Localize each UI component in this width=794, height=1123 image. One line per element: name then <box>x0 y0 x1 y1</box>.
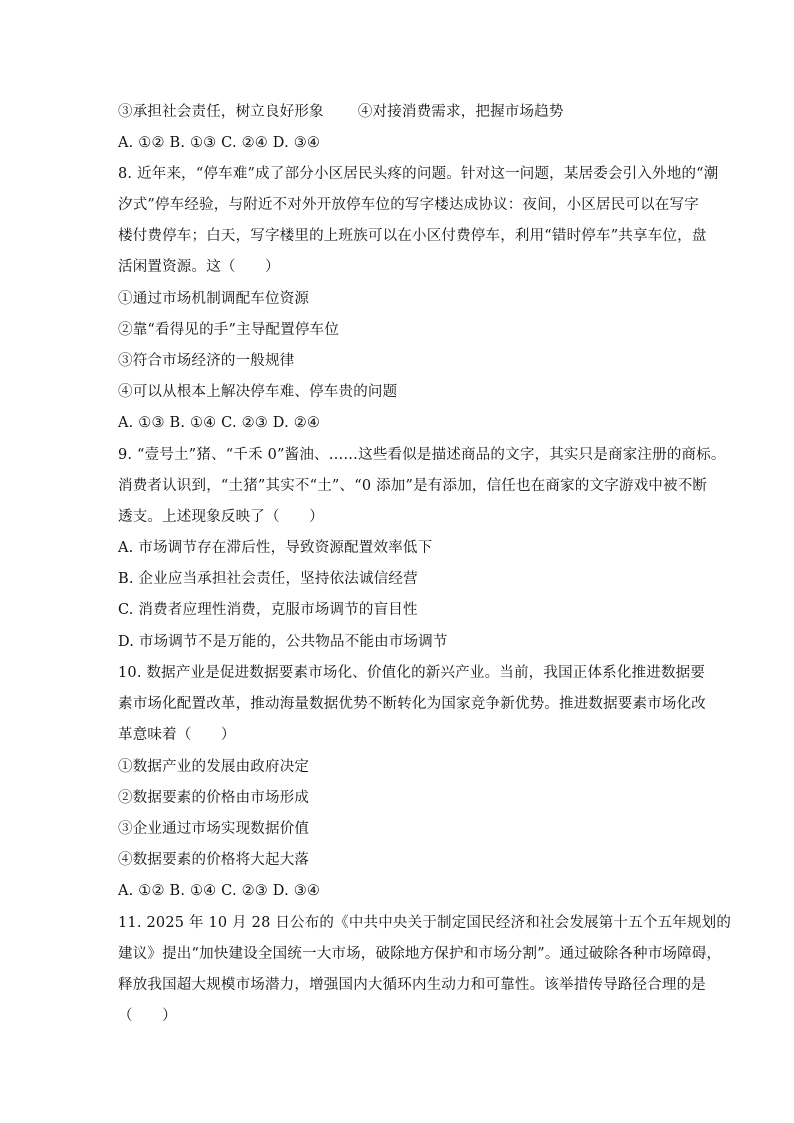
q10-item-2: ②数据要素的价格由市场形成 <box>118 790 310 806</box>
q10-stem-line-3: 革意味着（ ） <box>118 727 236 743</box>
q8-item-3: ③符合市场经济的一般规律 <box>118 353 295 369</box>
q9-option-b: B. 企业应当承担社会责任，坚持依法诚信经营 <box>118 571 418 587</box>
q8-stem-line-3: 楼付费停车；白天，写字楼里的上班族可以在小区付费停车，利用“错时停车”共享车位，盘 <box>118 228 707 244</box>
q10-stem-line-2: 素市场化配置改革，推动海量数据优势不断转化为国家竞争新优势。推进数据要素市场化改 <box>118 696 706 712</box>
q10-item-4: ④数据要素的价格将大起大落 <box>118 852 310 868</box>
q8-stem-line-1: 8. 近年来，“停车难”成了部分小区居民头疼的问题。针对这一问题，某居委会引入外地的“潮 <box>118 166 719 182</box>
prev-options-row <box>118 102 688 122</box>
q8-item-1: ①通过市场机制调配车位资源 <box>118 291 310 307</box>
q8-stem-line-2: 汐式”停车经验，与附近不对外开放停车位的写字楼达成协议：夜间，小区居民可以在写字 <box>118 197 699 213</box>
q9-option-a: A. 市场调节存在滞后性，导致资源配置效率低下 <box>118 540 433 556</box>
q11-stem-line-4: （ ） <box>118 1008 177 1024</box>
prev-option-4: ④对接消费需求，把握市场趋势 <box>357 104 564 120</box>
q8-item-4: ④可以从根本上解决停车难、停车贵的问题 <box>118 384 398 400</box>
q11-stem-line-3: 释放我国超大规模市场潜力，增强国内大循环内生动力和可靠性。该举措传导路径合理的是 <box>118 977 706 993</box>
q11-stem-line-1: 11. 2025 年 10 月 28 日公布的《中共中央关于制定国民经济和社会发展第十五个五年规划的 <box>118 915 732 931</box>
q9-stem-line-1: 9. “壹号土”猪、“千禾 0”酱油、……这些看似是描述商品的文字，其实只是商家注册的商标。 <box>118 447 726 463</box>
q9-option-c: C. 消费者应理性消费，克服市场调节的盲目性 <box>118 602 418 618</box>
q9-option-d: D. 市场调节不是万能的，公共物品不能由市场调节 <box>118 634 448 650</box>
q10-answer-choices: A. ①② B. ①④ C. ②③ D. ③④ <box>118 883 321 899</box>
q10-item-3: ③企业通过市场实现数据价值 <box>118 821 310 837</box>
q9-stem-line-3: 透支。上述现象反映了（ ） <box>118 509 324 525</box>
q8-item-2: ②靠“看得见的手”主导配置停车位 <box>118 322 340 338</box>
q8-stem-line-4: 活闲置资源。这（ ） <box>118 259 280 275</box>
q10-stem-line-1: 10. 数据产业是促进数据要素市场化、价值化的新兴产业。当前，我国正体系化推进数据要 <box>118 665 706 681</box>
q9-stem-line-2: 消费者认识到，“土猪”其实不“土”、“0 添加”是有添加，信任也在商家的文字游戏中被不断 <box>118 478 708 494</box>
prev-option-3: ③承担社会责任，树立良好形象 <box>118 104 324 120</box>
prev-answer-choices: A. ①② B. ①③ C. ②④ D. ③④ <box>118 135 321 151</box>
q10-item-1: ①数据产业的发展由政府决定 <box>118 759 310 775</box>
q8-answer-choices: A. ①③ B. ①④ C. ②③ D. ②④ <box>118 415 321 431</box>
q11-stem-line-2: 建议》提出“加快建设全国统一大市场，破除地方保护和市场分割”。通过破除各种市场障碍， <box>118 946 722 962</box>
